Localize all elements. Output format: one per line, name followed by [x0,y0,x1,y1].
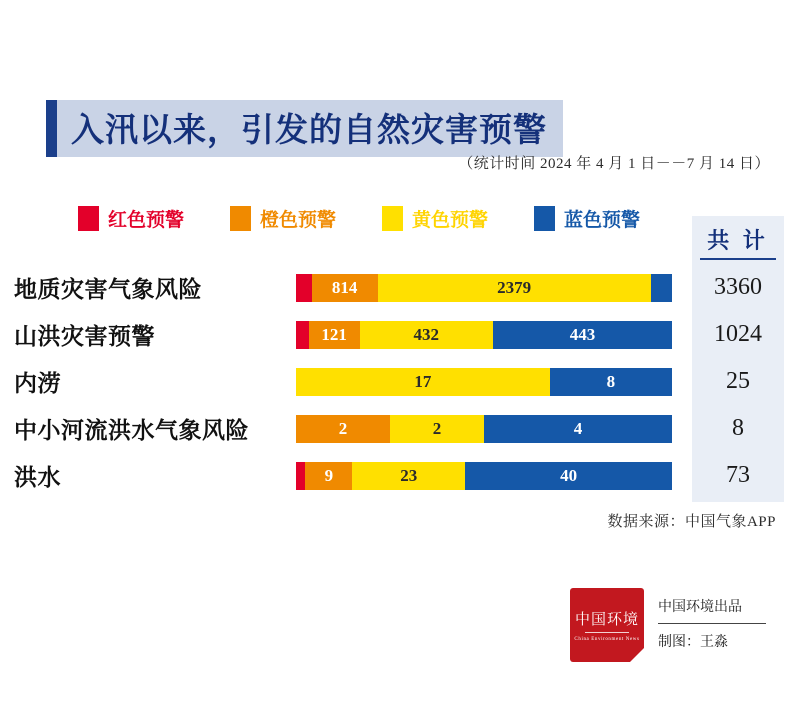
china-environment-logo [570,588,644,662]
bar-segment-orange: 814 [312,274,378,302]
bar-segment-orange: 2 [296,415,390,443]
chart-legend [78,205,668,232]
legend-item [230,205,336,232]
chart-rows [0,264,800,499]
legend-label: 橙色预警 [260,210,337,231]
row-label: 地质灾害气象风险 [14,277,202,302]
bar-segment-blue: 4 [484,415,672,443]
row-label: 中小河流洪水气象风险 [14,418,249,443]
stacked-bar [296,368,672,396]
footer-divider [658,623,766,624]
footer-producer: 中国环境出品 [658,600,742,615]
bar-segment-yellow: 23 [352,462,465,490]
stacked-bar [296,321,672,349]
bar-segment-yellow: 2379 [378,274,651,302]
row-total: 1024 [714,321,762,347]
logo-cn-text: 中国环境 [574,612,639,628]
bar-segment-blue [651,274,672,302]
bar-segment-red [296,274,312,302]
bar-segment-blue: 8 [550,368,672,396]
subtitle: （统计时间 2024 年 4 月 1 日－－7 月 14 日） [458,156,770,172]
bar-segment-yellow: 432 [360,321,493,349]
legend-swatch-orange [230,206,251,231]
table-row [0,264,800,311]
stacked-bar [296,274,672,302]
total-column-header: 共 计 [707,228,769,253]
bar-segment-orange: 9 [305,462,352,490]
logo-en-text: China Environment News [574,637,640,642]
legend-item [534,205,640,232]
title-text: 入汛以来，引发的自然灾害预警 [71,113,547,149]
legend-swatch-yellow [382,206,403,231]
bar-segment-blue: 40 [465,462,672,490]
bar-segment-red [296,321,309,349]
legend-swatch-blue [534,206,555,231]
legend-swatch-red [78,206,99,231]
row-total: 25 [726,368,750,394]
page-title [46,100,563,157]
row-label: 山洪灾害预警 [14,324,155,349]
table-row [0,452,800,499]
total-header-rule [700,258,776,260]
bar-segment-blue: 443 [493,321,672,349]
table-row [0,358,800,405]
stacked-bar [296,462,672,490]
stacked-bar [296,415,672,443]
row-total: 73 [726,462,750,488]
bar-segment-red [296,462,305,490]
table-row [0,405,800,452]
bar-segment-orange: 121 [309,321,360,349]
footer-credits [658,588,766,651]
table-row [0,311,800,358]
legend-item [382,205,488,232]
legend-label: 蓝色预警 [564,210,641,231]
legend-label: 黄色预警 [412,210,489,231]
bar-segment-yellow: 2 [390,415,484,443]
row-total: 3360 [714,274,762,300]
footer-designer: 制图：王淼 [658,635,728,650]
bar-segment-yellow: 17 [296,368,550,396]
legend-item [78,205,184,232]
row-total: 8 [732,415,744,441]
footer [570,588,766,662]
title-accent-bar [46,100,57,157]
legend-label: 红色预警 [108,210,185,231]
row-label: 洪水 [14,465,61,490]
title-band [57,100,563,157]
row-label: 内涝 [14,371,61,396]
logo-divider [585,632,629,633]
source-note: 数据来源：中国气象APP [607,514,776,530]
